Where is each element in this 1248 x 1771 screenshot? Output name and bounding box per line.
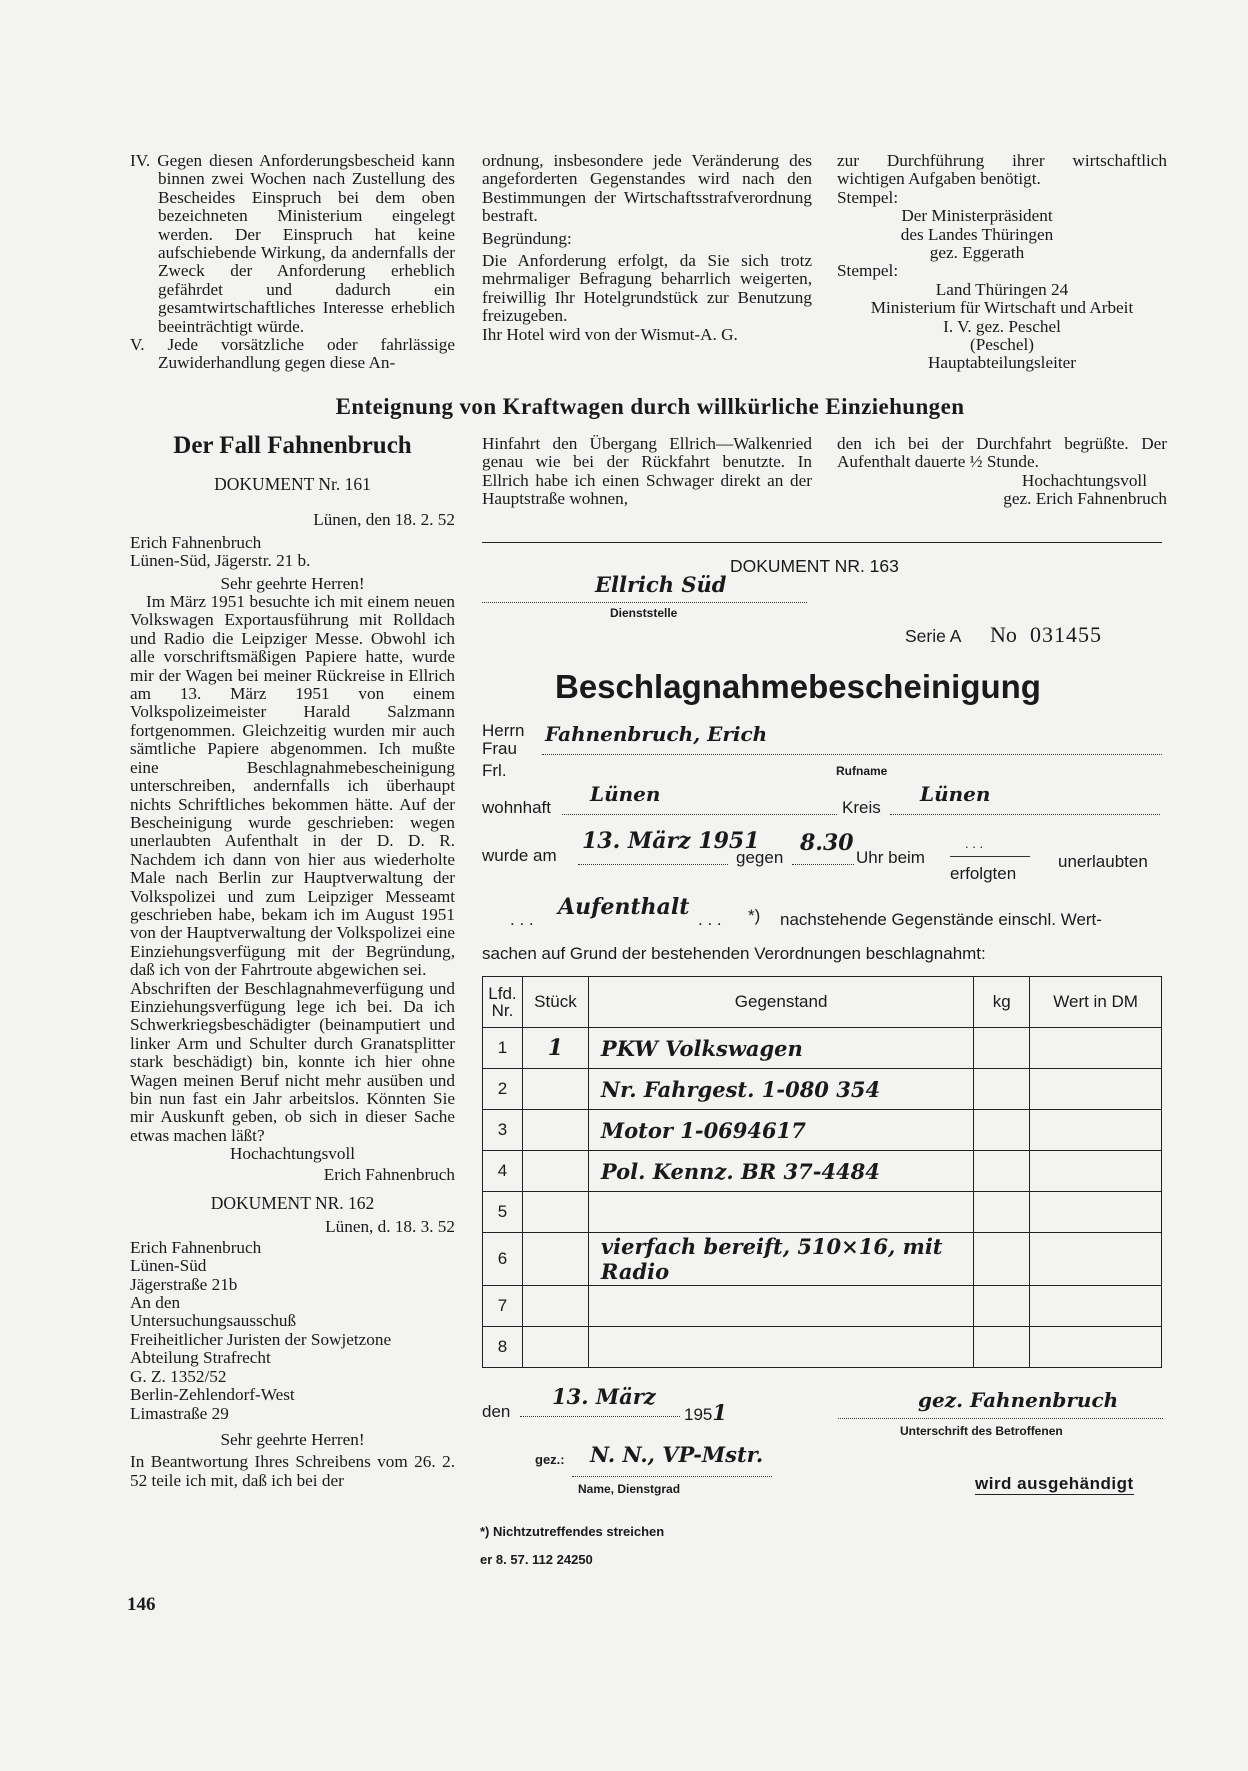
- signature-line: (Peschel): [970, 335, 1034, 355]
- signature: gez. Erich Fahnenbruch: [1003, 489, 1167, 509]
- date-value: 13. März 1951: [582, 828, 760, 854]
- col2-mid: Hinfahrt den Übergang Ellrich—Walkenried genau wie bei der Rückfahrt benutzte. In Ellrich habe ich einen Schwager direkt an der Hauptstraße wohnen,: [482, 434, 812, 509]
- dienststelle-value: Ellrich Süd: [595, 572, 727, 597]
- blank-dots: . . .: [965, 836, 984, 851]
- table-header-row: [483, 977, 1162, 1028]
- table-row: [483, 1110, 1162, 1151]
- signature-line: Ministerium für Wirtschaft und Arbeit: [870, 298, 1134, 318]
- wurde-am-label: wurde am: [482, 846, 557, 865]
- table-row: [483, 1192, 1162, 1233]
- letter-body: In Beantwortung Ihres Schreibens vom 26. 2. 52 teile ich mit, daß ich bei der: [130, 1452, 455, 1490]
- recipient-address: [130, 1294, 455, 1423]
- row-item: Pol. Kennz. BR 37-4484: [588, 1151, 973, 1192]
- main-heading: Enteignung von Kraftwagen durch willkürliche Einziehungen: [335, 394, 965, 419]
- row-number: 5: [483, 1192, 523, 1233]
- row-wert: [1030, 1192, 1162, 1233]
- row-count: 1: [522, 1028, 588, 1069]
- address-line: Abteilung Strafrecht: [130, 1348, 271, 1368]
- doc-162-label: DOKUMENT NR. 162: [210, 1193, 375, 1214]
- row-number: 7: [483, 1286, 523, 1327]
- signature-block-1: [837, 207, 1097, 262]
- row-item: Nr. Fahrgest. 1-080 354: [588, 1069, 973, 1110]
- row-number: 4: [483, 1151, 523, 1192]
- year-field: [684, 1400, 727, 1425]
- dots-right: . . .: [698, 910, 722, 929]
- row-kg: [974, 1233, 1030, 1286]
- signature-line: gez. Eggerath: [929, 243, 1025, 263]
- point-text: Gegen diesen Anforderungsbescheid kann binnen zwei Wochen nach Zustellung des Bescheides Einspruch bei dem oben bezeichneten Ministerium eingelegt werden. Der Einspruch hat keine aufschiebende Wirkung, da andernfalls der Zweck der Anforderung erheblich gefährdet und dadurch ein gesamtwirtschaftliches Interesse erheblich beeinträchtigt würde.: [157, 151, 456, 336]
- row-count: [522, 1069, 588, 1110]
- case-heading: Der Fall Fahnenbruch: [173, 432, 412, 459]
- row-kg: [974, 1192, 1030, 1233]
- signature-label: Unterschrift des Betroffenen: [900, 1424, 1063, 1438]
- option-frl: Frl.: [482, 761, 507, 780]
- point-number: V.: [130, 335, 145, 355]
- row-wert: [1030, 1151, 1162, 1192]
- address-line: Erich Fahnenbruch: [130, 1237, 262, 1257]
- address-line: Limastraße 29: [130, 1403, 229, 1423]
- address-line: Lünen-Süd: [130, 1256, 207, 1276]
- stamp-label: Stempel:: [837, 261, 899, 281]
- signature-value: gez. Fahnenbruch: [918, 1388, 1119, 1412]
- no-label: No: [990, 622, 1017, 647]
- col-header-stueck: Stück: [522, 977, 588, 1028]
- row-count: [522, 1286, 588, 1327]
- sentence-line-1: nachstehende Gegenstände einschl. Wert-: [780, 910, 1102, 929]
- paragraph: den ich bei der Durchfahrt begrüßte. Der Aufenthalt dauerte ½ Stunde.: [837, 434, 1167, 472]
- col3-top: [837, 152, 1167, 373]
- option-herrn: Herrn: [482, 721, 525, 740]
- salutation-options: [482, 722, 525, 780]
- row-count: [522, 1192, 588, 1233]
- letter-body: Im März 1951 besuchte ich mit einem neuen Volkswagen Exportausführung mit Rolldach und Radio die Leipziger Messe. Obwohl ich alle vorschriftsmäßigen Papiere hatte, wurde mir der Wagen bei meiner Rückreise in Ellrich am 13. März 1951 von einem Volkspolizeimeister Harald Salzmann fortgenommen. Gleichzeitig wurden mir auch sämtliche Papiere abgenommen. Ich mußte eine Beschlagnahmebescheinigung unterschreiben, andernfalls ich überhaupt nichts Schriftliches bekommen hätte. Auf der Bescheinigung wurde geschrieben: wegen unerlaubten Aufenthalt in der D. D. R. Nachdem ich dann von hier aus wiederholte Male nach Berlin zur Hauptverwaltung der Volkspolizei und zum Leipziger Messeamt geschrieben habe, bekam ich im August 1951 von der Hauptverwaltung der Volkspolizei eine Einziehungsverfügung mit der Begründung, daß ich von der Fahrtroute abgewichen sei.: [130, 592, 455, 980]
- row-wert: [1030, 1028, 1162, 1069]
- wohnhaft-value: Lünen: [590, 782, 661, 806]
- signature-line: [838, 1418, 1163, 1419]
- kreis-label: Kreis: [842, 798, 881, 817]
- salutation: Sehr geehrte Herren!: [220, 573, 365, 593]
- kreis-line: [890, 814, 1160, 815]
- address-line: Jägerstraße 21b: [130, 1274, 238, 1294]
- row-wert: [1030, 1233, 1162, 1286]
- row-count: [522, 1110, 588, 1151]
- point-iv: [130, 152, 455, 336]
- closing: Hochachtungsvoll: [1021, 470, 1147, 490]
- row-kg: [974, 1327, 1030, 1368]
- row-count: [522, 1327, 588, 1368]
- page-number: 146: [127, 1594, 156, 1615]
- date-line: [578, 864, 728, 865]
- doc-161-date: Lünen, den 18. 2. 52: [313, 510, 455, 530]
- option-frau: Frau: [482, 739, 517, 758]
- stamp-label: Stempel:: [837, 187, 899, 207]
- footnote-mark: *): [748, 906, 761, 925]
- row-wert: [1030, 1286, 1162, 1327]
- row-item: vierfach bereift, 510×16, mit Radio: [588, 1233, 973, 1286]
- row-count: [522, 1151, 588, 1192]
- row-item: [588, 1192, 973, 1233]
- address-line: Berlin-Zehlendorf-West: [130, 1385, 295, 1405]
- address-line: Untersuchungsausschuß: [130, 1311, 297, 1331]
- paragraph: Die Anforderung erfolgt, da Sie sich trotz mehrmaliger Befragung beharrlich weigerten, freiwillig Ihr Hotelgrundstück zur Benutzung freizugeben.: [482, 251, 812, 326]
- col-header-nr: Lfd. Nr.: [483, 977, 523, 1028]
- col1-top: [130, 152, 455, 373]
- kreis-value: Lünen: [920, 782, 991, 806]
- row-count: [522, 1233, 588, 1286]
- separator-rule: [482, 542, 1162, 543]
- row-wert: [1030, 1327, 1162, 1368]
- row-wert: [1030, 1069, 1162, 1110]
- row-item: PKW Volkswagen: [588, 1028, 973, 1069]
- signature-line: Land Thüringen 24: [935, 279, 1069, 299]
- col3-mid: [837, 435, 1167, 509]
- dienststelle-label: Dienststelle: [610, 606, 678, 620]
- name-line: [542, 754, 1162, 755]
- sender-address: [130, 1239, 455, 1294]
- struck-blank-line: [950, 856, 1030, 857]
- footnote: *) Nichtzutreffendes streichen: [480, 1524, 665, 1539]
- row-kg: [974, 1110, 1030, 1151]
- signature-line: Der Ministerpräsident: [901, 206, 1053, 226]
- form-title: Beschlagnahmebescheinigung: [555, 668, 1041, 705]
- table-row: [483, 1286, 1162, 1327]
- time-line: [792, 864, 854, 865]
- sender-line: Lünen-Süd, Jägerstr. 21 b.: [130, 551, 311, 571]
- sentence-line-2: sachen auf Grund der bestehenden Verordnungen beschlagnahmt:: [482, 944, 986, 963]
- year-suffix: 1: [712, 1400, 727, 1425]
- official-value: N. N., VP-Mstr.: [590, 1442, 764, 1467]
- sender-line: Erich Fahnenbruch: [130, 532, 262, 552]
- serial-number: 031455: [1030, 622, 1102, 647]
- row-kg: [974, 1151, 1030, 1192]
- row-number: 2: [483, 1069, 523, 1110]
- gez-label: gez.:: [535, 1452, 565, 1467]
- point-text: Jede vorsätzliche oder fahrlässige Zuwiderhandlung gegen diese An-: [158, 335, 455, 373]
- col-header-wert: Wert in DM: [1030, 977, 1162, 1028]
- address-line: Freiheitlicher Juristen der Sowjetzone: [130, 1329, 392, 1349]
- signature-block-2: [837, 281, 1167, 373]
- table-row: [483, 1069, 1162, 1110]
- official-line: [572, 1476, 772, 1477]
- table-row: [483, 1028, 1162, 1069]
- row-number: 3: [483, 1110, 523, 1151]
- signature-line: des Landes Thüringen: [900, 224, 1054, 244]
- col-header-gegenstand: Gegenstand: [588, 977, 973, 1028]
- doc-163-label: DOKUMENT NR. 163: [730, 556, 899, 576]
- col-header-kg: kg: [974, 977, 1030, 1028]
- row-number: 6: [483, 1233, 523, 1286]
- year-prefix: 195: [684, 1405, 713, 1424]
- row-number: 1: [483, 1028, 523, 1069]
- row-kg: [974, 1069, 1030, 1110]
- wohnhaft-label: wohnhaft: [482, 798, 551, 817]
- row-kg: [974, 1028, 1030, 1069]
- row-number: 8: [483, 1327, 523, 1368]
- rufname-label: Rufname: [836, 764, 888, 778]
- col2-top: [482, 152, 812, 344]
- erfolgten-label: erfolgten: [950, 864, 1017, 883]
- official-label: Name, Dienstgrad: [578, 1482, 681, 1496]
- row-wert: [1030, 1110, 1162, 1151]
- signature-line: Hauptabteilungsleiter: [928, 353, 1076, 373]
- letter-body: Abschriften der Beschlagnahmeverfügung und Einziehungsverfügung lege ich bei. Da ich Schwerkriegsbeschädigter (beinamputiert und linker Arm und Schulter durch Granatsplitter stark beschädigt) bin, konnte ich hier ohne Wagen meinen Beruf nicht mehr ausüben und bin nun fast ein Jahr arbeitslos. Könnten Sie mir Auskunft geben, ob sich in dieser Sache etwas machen läßt?: [130, 978, 455, 1145]
- table-row: [483, 1151, 1162, 1192]
- salutation: Sehr geehrte Herren!: [220, 1429, 365, 1449]
- col1-main: [130, 475, 455, 1490]
- unerlaubten-label: unerlaubten: [1058, 852, 1148, 871]
- table-row: [483, 1327, 1162, 1368]
- items-table: [482, 976, 1162, 1368]
- row-item: [588, 1286, 973, 1327]
- name-value: Fahnenbruch, Erich: [545, 722, 768, 746]
- aufenthalt-value: Aufenthalt: [558, 894, 690, 920]
- point-v: [130, 336, 455, 373]
- dots-left: . . .: [510, 910, 534, 929]
- doc-161-label: DOKUMENT Nr. 161: [214, 474, 371, 494]
- address-line: G. Z. 1352/52: [130, 1366, 227, 1386]
- den-label: den: [482, 1402, 511, 1421]
- point-number: IV.: [130, 151, 151, 170]
- print-code: er 8. 57. 112 24250: [480, 1552, 593, 1567]
- wohnhaft-line: [562, 814, 837, 815]
- den-line: [520, 1416, 680, 1417]
- dienststelle-line: [482, 602, 807, 603]
- uhr-beim-label: Uhr beim: [856, 848, 925, 867]
- paragraph: zur Durchführung ihrer wirtschaftlich wichtigen Aufgaben benötigt.: [837, 151, 1167, 189]
- row-item: [588, 1327, 973, 1368]
- serie-label: Serie A: [905, 626, 962, 646]
- row-kg: [974, 1286, 1030, 1327]
- signature: Erich Fahnenbruch: [323, 1164, 455, 1184]
- paragraph: ordnung, insbesondere jede Veränderung des angeforderten Gegenstandes wird nach den Bestimmungen der Wirtschaftsstrafverordnung bestraft.: [482, 151, 812, 226]
- doc-162-date: Lünen, d. 18. 3. 52: [325, 1217, 455, 1237]
- table-row: [483, 1233, 1162, 1286]
- handed-note: wird ausgehändigt: [975, 1474, 1134, 1493]
- row-item: Motor 1-0694617: [588, 1110, 973, 1151]
- address-line: An den: [130, 1293, 181, 1313]
- time-value: 8.30: [800, 830, 854, 856]
- den-value: 13. März: [552, 1384, 656, 1409]
- section-heading: Begründung:: [482, 228, 572, 248]
- paragraph: Ihr Hotel wird von der Wismut-A. G.: [482, 324, 738, 344]
- signature-line: I. V. gez. Peschel: [943, 316, 1061, 336]
- closing: Hochachtungsvoll: [229, 1144, 356, 1164]
- gegen-label: gegen: [736, 848, 784, 867]
